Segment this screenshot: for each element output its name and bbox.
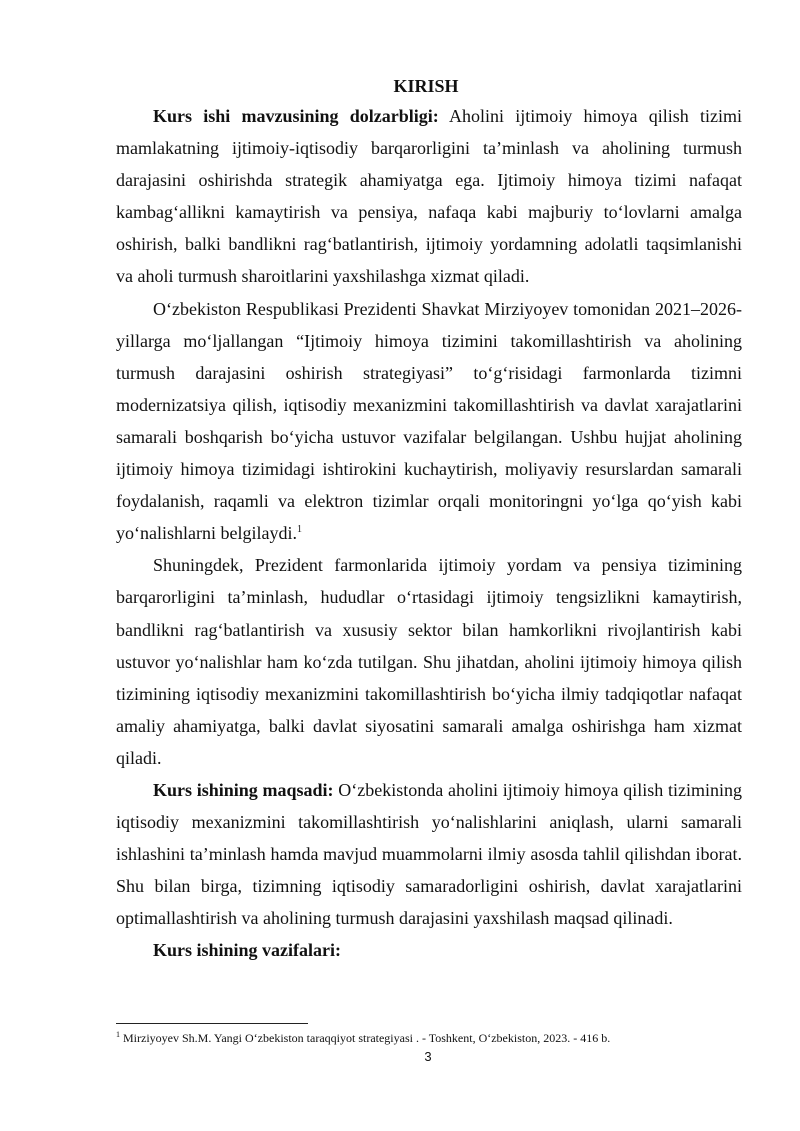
body-text <box>116 100 742 967</box>
paragraph-goal <box>116 774 742 934</box>
footnote-text: Mirziyoyev Sh.M. Yangi O‘zbekiston taraqqiyot strategiyasi . - Toshkent, O‘zbekiston, 2023. - 416 b. <box>120 1031 611 1045</box>
paragraph-lead: Kurs ishining vazifalari: <box>153 940 342 961</box>
paragraph-lead: Kurs ishining maqsadi: <box>153 779 334 800</box>
footnote <box>116 1031 756 1046</box>
paragraph-text: O‘zbekistonda aholini ijtimoiy himoya qilish tizimining iqtisodiy mexanizmini takomillashtirish yo‘nalishlarini aniqlash, ularni samarali ishlashini ta’minlash hamda mavjud muammolarni ilmiy asosda tahlil qilishdan iborat. Shu bilan birga, tizimning iqtisodiy samaradorligini oshirish, davlat xarajatlarini optimallashtirish va aholining turmush darajasini yaxshilash maqsad qilinadi. <box>116 779 742 929</box>
paragraph-tasks <box>116 934 742 966</box>
paragraph-text: Shuningdek, Prezident farmonlarida ijtimoiy yordam va pensiya tizimining barqarorligini ta’minlash, hududlar o‘rtasidagi ijtimoiy tengsizlikni kamaytirish, bandlikni rag‘batlantirish va xususiy sektor bilan hamkorlikni rivojlantirish kabi ustuvor yo‘nalishlar ham ko‘zda tutilgan. Shu jihatdan, aholini ijtimoiy himoya qilish tizimining iqtisodiy mexanizmini takomillashtirish bo‘yicha ilmiy tadqiqotlar nafaqat amaliy ahamiyatga, balki davlat siyosatini samarali amalga oshirishga ham xizmat qiladi. <box>116 555 742 768</box>
paragraph-text: O‘zbekiston Respublikasi Prezidenti Shavkat Mirziyoyev tomonidan 2021–2026-yillarga mo‘ljallangan “Ijtimoiy himoya tizimini takomillashtirish va aholining turmush darajasini oshirish strategiyasi” to‘g‘risidagi farmonlarda tizimni modernizatsiya qilish, iqtisodiy mexanizmini takomillashtirish va davlat xarajatlarini samarali boshqarish bo‘yicha ustuvor vazifalar belgilangan. Ushbu hujjat aholining ijtimoiy himoya tizimidagi ishtirokini kuchaytirish, moliyaviy resurslardan samarali foydalanish, raqamli va elektron tizimlar orqali monitoringni yo‘lga qo‘yish kabi yo‘nalishlarni belgilaydi. <box>116 298 742 544</box>
footnote-marker: 1 <box>116 1030 120 1039</box>
section-heading: KIRISH <box>393 76 459 96</box>
page-number: 3 <box>424 1049 432 1064</box>
paragraph-relevance <box>116 100 742 293</box>
footnote-reference[interactable]: 1 <box>296 524 302 536</box>
footnote-divider <box>116 1023 308 1024</box>
paragraph-lead: Kurs ishi mavzusining dolzarbligi: <box>153 106 439 126</box>
paragraph-text: Aholini ijtimoiy himoya qilish tizimi mamlakatning ijtimoiy-iqtisodiy barqarorligini ta’minlash va aholining turmush darajasini oshirishda strategik ahamiyatga ega. Ijtimoiy himoya tizimi nafaqat kambag‘allikni kamaytirish va pensiya, nafaqa kabi majburiy to‘lovlarni amalga oshirish, balki bandlikni rag‘batlantirish, ijtimoiy yordamning adolatli taqsimlanishi va aholi turmush sharoitlarini yaxshilashga xizmat qiladi. <box>116 106 742 287</box>
paragraph-strategy <box>116 293 742 550</box>
paragraph-decrees <box>116 549 742 774</box>
